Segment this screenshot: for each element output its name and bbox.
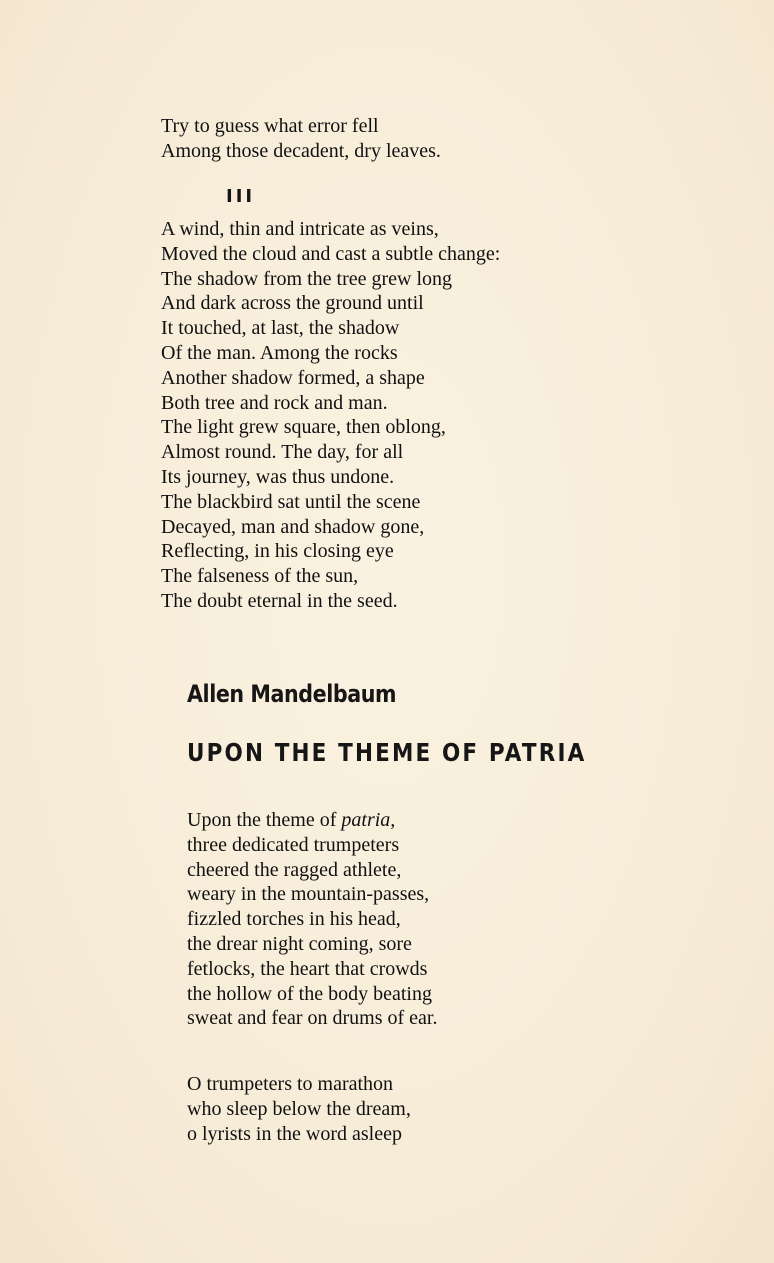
- verse-line: Decayed, man and shadow gone,: [161, 515, 425, 538]
- patria-stanza-one: [187, 808, 437, 1031]
- section-three-stanza: [161, 217, 500, 614]
- verse-line: Of the man. Among the rocks: [161, 341, 398, 364]
- verse-line: The shadow from the tree grew long: [161, 267, 453, 290]
- verse-line: Almost round. The day, for all: [161, 441, 404, 464]
- verse-line: cheered the ragged athlete,: [187, 858, 402, 881]
- verse-line: The doubt eternal in the seed.: [161, 589, 398, 612]
- verse-line-prefix: Upon the theme of: [187, 809, 342, 831]
- author-name: Allen Mandelbaum: [187, 680, 397, 708]
- poem-title: UPON THE THEME OF PATRIA: [187, 738, 587, 767]
- verse-line: fizzled torches in his head,: [187, 908, 401, 931]
- verse-line: who sleep below the dream,: [187, 1097, 411, 1120]
- verse-line: fetlocks, the heart that crowds: [187, 957, 428, 980]
- verse-line: The blackbird sat until the scene: [161, 490, 421, 513]
- section-numeral: III: [226, 186, 256, 207]
- patria-stanza-two: [187, 1072, 411, 1146]
- verse-line: The falseness of the sun,: [161, 565, 359, 588]
- verse-line: three dedicated trumpeters: [187, 833, 400, 856]
- verse-line: Try to guess what error fell: [161, 115, 379, 137]
- verse-line: Its journey, was thus undone.: [161, 465, 395, 488]
- verse-line: Reflecting, in his closing eye: [161, 540, 394, 563]
- continuing-stanza: [161, 114, 441, 164]
- italic-word-patria: patria,: [341, 809, 396, 831]
- verse-line: weary in the mountain-passes,: [187, 883, 430, 906]
- verse-line: the drear night coming, sore: [187, 932, 412, 955]
- verse-line: sweat and fear on drums of ear.: [187, 1007, 438, 1030]
- verse-line: the hollow of the body beating: [187, 982, 432, 1005]
- verse-line: And dark across the ground until: [161, 292, 424, 315]
- verse-line-first: [187, 808, 437, 833]
- verse-line: Another shadow formed, a shape: [161, 366, 425, 389]
- verse-line: O trumpeters to marathon: [187, 1073, 394, 1095]
- verse-line: Moved the cloud and cast a subtle change:: [161, 242, 501, 265]
- verse-line: Among those decadent, dry leaves.: [161, 139, 441, 162]
- verse-line: It touched, at last, the shadow: [161, 317, 400, 340]
- verse-line: The light grew square, then oblong,: [161, 416, 446, 439]
- verse-line: A wind, thin and intricate as veins,: [161, 218, 439, 240]
- verse-line: Both tree and rock and man.: [161, 391, 388, 414]
- verse-line: o lyrists in the word asleep: [187, 1122, 402, 1145]
